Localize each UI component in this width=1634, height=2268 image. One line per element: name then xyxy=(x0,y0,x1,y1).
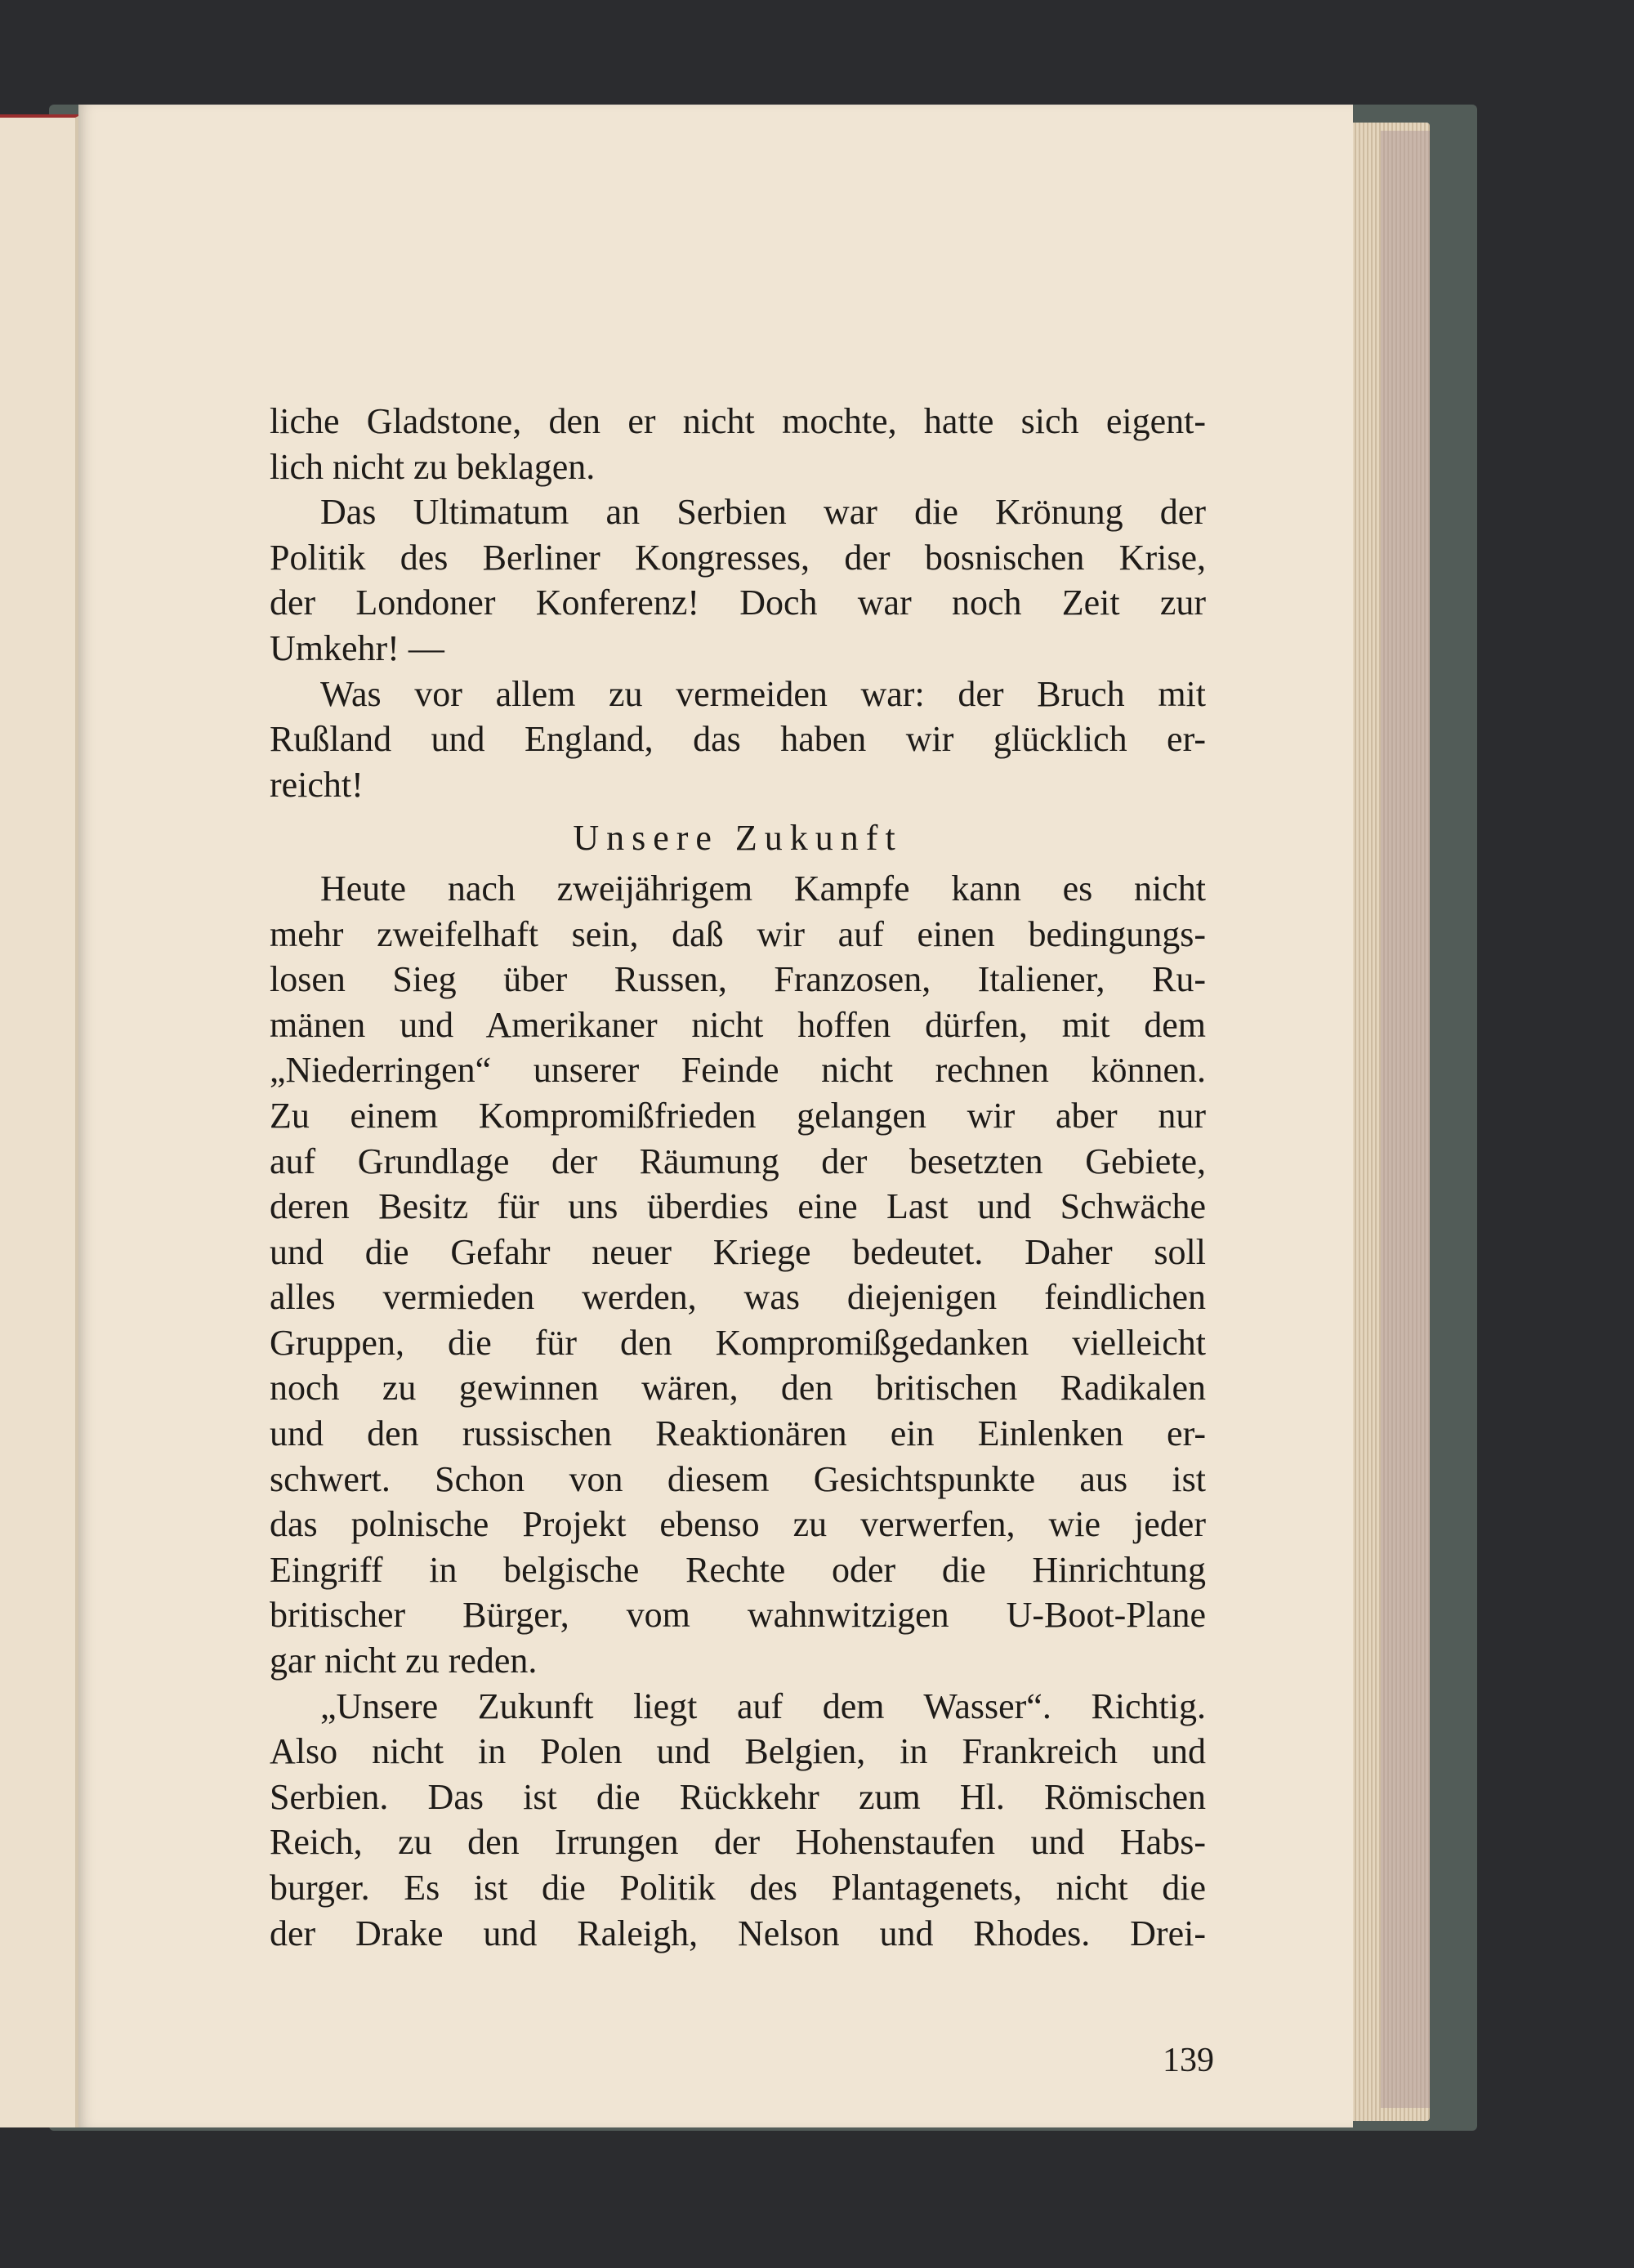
text-line: Umkehr! — xyxy=(270,627,444,668)
text-line: Also nicht in Polen und Belgien, in Frankreich und xyxy=(270,1731,1206,1772)
text-line: britischer Bürger, vom wahnwitzigen U-Boot-Plane xyxy=(270,1595,1206,1636)
book-page xyxy=(78,105,1353,2127)
text-line: und die Gefahr neuer Kriege bedeutet. Daher soll xyxy=(270,1231,1206,1272)
text-line: lich nicht zu beklagen. xyxy=(270,446,596,487)
text-line: burger. Es ist die Politik des Plantagenets, nicht die xyxy=(270,1868,1206,1908)
text-line: losen Sieg über Russen, Franzosen, Italiener, Ru- xyxy=(270,959,1206,1000)
text-line: noch zu gewinnen wären, den britischen Radikalen xyxy=(270,1368,1206,1409)
text-line: alles vermieden werden, was diejenigen feindlichen xyxy=(270,1277,1206,1318)
text-line: Das Ultimatum an Serbien war die Krönung der xyxy=(320,492,1206,533)
text-line: liche Gladstone, den er nicht mochte, hatte sich eigent- xyxy=(270,401,1206,441)
text-line: mehr zweifelhaft sein, daß wir auf einen bedingungs- xyxy=(270,913,1206,954)
text-line: mänen und Amerikaner nicht hoffen dürfen, mit dem xyxy=(270,1004,1206,1045)
section-heading: Unsere Zukunft xyxy=(573,818,903,859)
text-line: gar nicht zu reden. xyxy=(270,1641,538,1681)
text-line: Rußland und England, das haben wir glücklich er- xyxy=(270,719,1206,760)
text-line: Zu einem Kompromißfrieden gelangen wir aber nur xyxy=(270,1095,1206,1136)
text-line: Politik des Berliner Kongresses, der bosnischen Krise, xyxy=(270,537,1206,578)
page-number: 139 xyxy=(1163,2042,1214,2079)
text-line: reicht! xyxy=(270,764,364,805)
text-line: schwert. Schon von diesem Gesichtspunkte aus ist xyxy=(270,1458,1206,1499)
previous-page-edge xyxy=(0,114,82,2127)
text-line: „Unsere Zukunft liegt auf dem Wasser“. Richtig. xyxy=(320,1685,1206,1726)
page-edges-shade xyxy=(1381,131,1430,2108)
text-line: Gruppen, die für den Kompromißgedanken vielleicht xyxy=(270,1322,1206,1363)
text-line: Eingriff in belgische Rechte oder die Hinrichtung xyxy=(270,1549,1206,1590)
text-line: Heute nach zweijährigem Kampfe kann es nicht xyxy=(320,868,1206,909)
text-line: Reich, zu den Irrungen der Hohenstaufen und Habs- xyxy=(270,1822,1206,1863)
text-line: der Londoner Konferenz! Doch war noch Zeit zur xyxy=(270,583,1206,623)
text-line: Was vor allem zu vermeiden war: der Bruch mit xyxy=(320,673,1206,714)
text-line: das polnische Projekt ebenso zu verwerfen, wie jeder xyxy=(270,1504,1206,1545)
text-line: Serbien. Das ist die Rückkehr zum Hl. Römischen xyxy=(270,1776,1206,1817)
text-line: deren Besitz für uns überdies eine Last und Schwäche xyxy=(270,1186,1206,1227)
text-line: der Drake und Raleigh, Nelson und Rhodes. Drei- xyxy=(270,1913,1206,1953)
text-line: „Niederringen“ unserer Feinde nicht rechnen können. xyxy=(270,1050,1206,1091)
text-line: und den russischen Reaktionären ein Einlenken er- xyxy=(270,1413,1206,1454)
text-line: auf Grundlage der Räumung der besetzten Gebiete, xyxy=(270,1141,1206,1181)
page-text xyxy=(270,399,1206,1956)
